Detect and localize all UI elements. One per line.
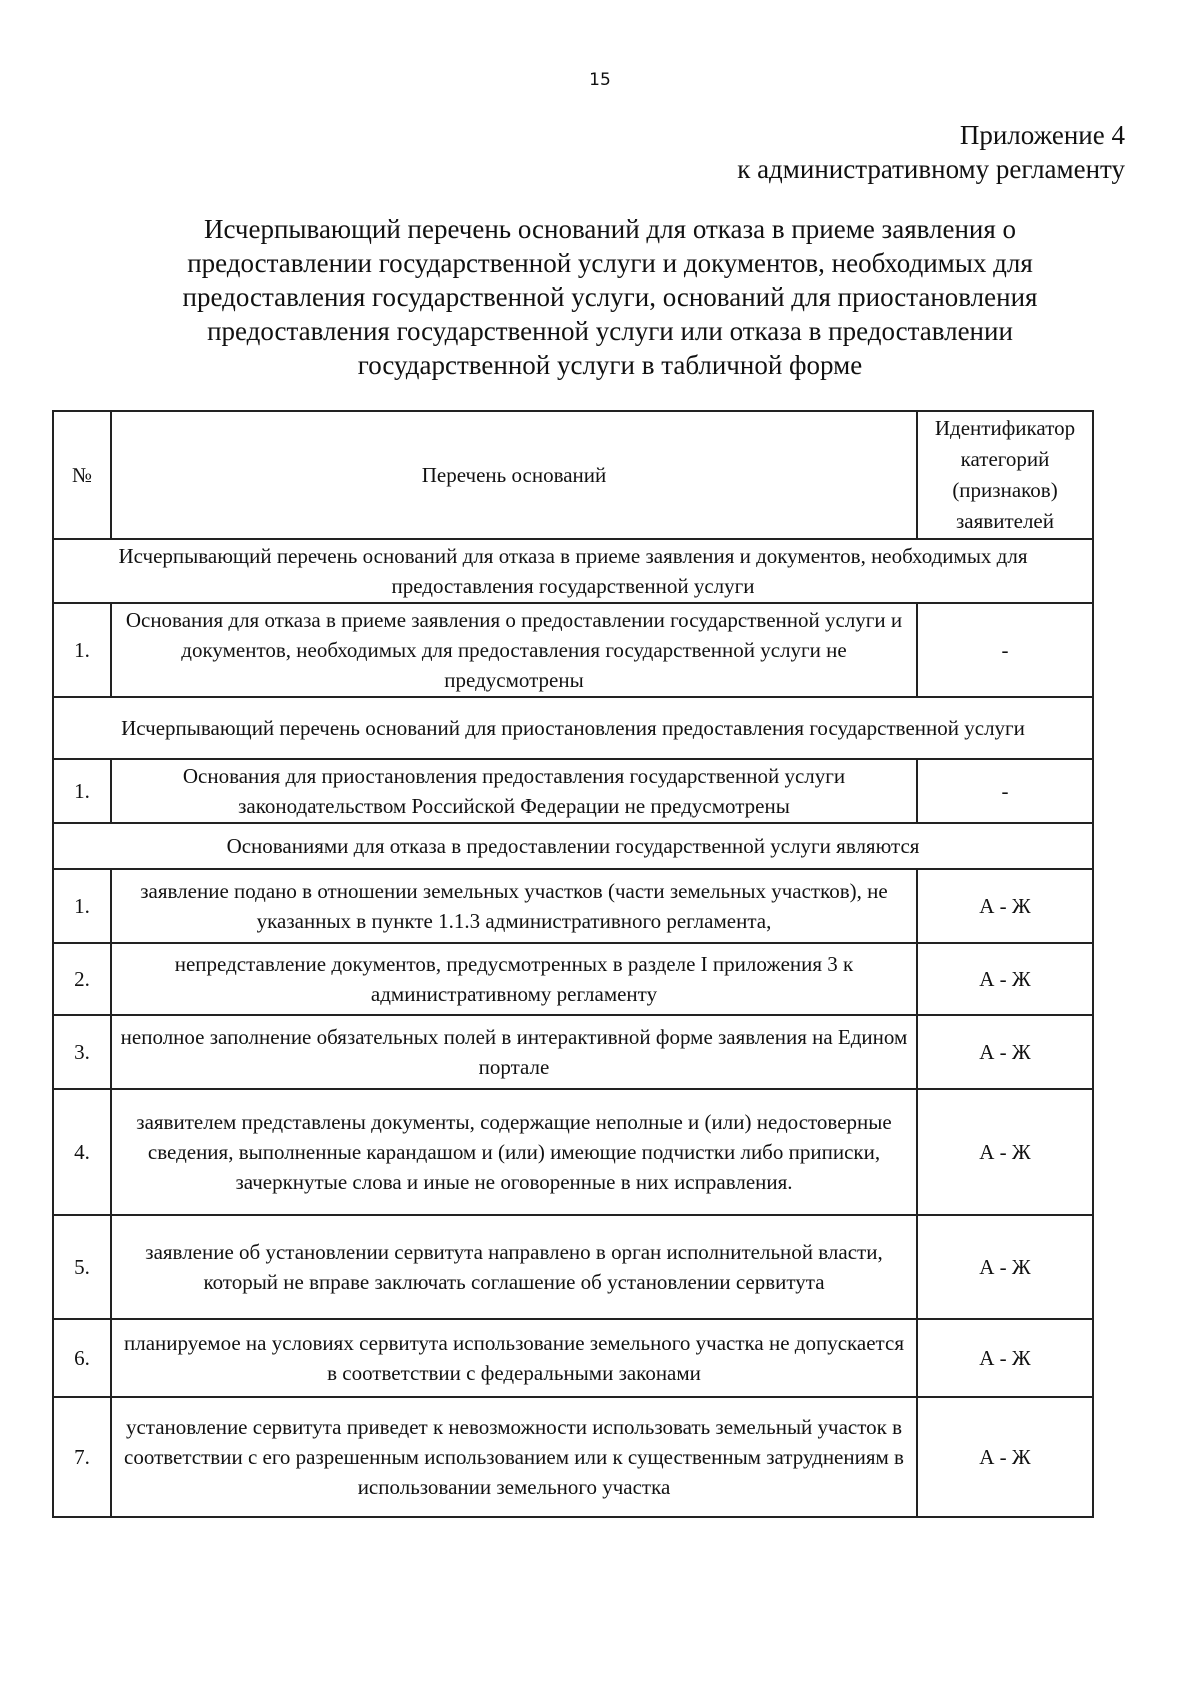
table-row bbox=[53, 1015, 1093, 1089]
row-text: Основания для отказа в приеме заявления о предоставлении государственной услуги и документов, необходимых для предоставления государственной услуги не предусмотрены bbox=[111, 603, 917, 697]
row-text: заявителем представлены документы, содержащие неполные и (или) недостоверные сведения, выполненные карандашом и (или) имеющие подчистки либо приписки, зачеркнутые слова и иные не оговоренные в них исправления. bbox=[111, 1089, 917, 1215]
row-identifier: А - Ж bbox=[917, 869, 1093, 943]
row-num: 6. bbox=[53, 1319, 111, 1397]
row-num: 2. bbox=[53, 943, 111, 1015]
document-title: Исчерпывающий перечень оснований для отказа в приеме заявления о предоставлении государственной услуги и документов, необходимых для предоставления государственной услуги, оснований для приостановления предоставления государственной услуги или отказа в предоставлении государственной услуги в табличной форме bbox=[182, 214, 1038, 380]
table-row bbox=[53, 943, 1093, 1015]
row-num: 5. bbox=[53, 1215, 111, 1319]
row-num: 7. bbox=[53, 1397, 111, 1517]
row-num: 1. bbox=[53, 869, 111, 943]
row-identifier: А - Ж bbox=[917, 1397, 1093, 1517]
row-num: 4. bbox=[53, 1089, 111, 1215]
table-row bbox=[53, 1089, 1093, 1215]
row-num: 1. bbox=[53, 759, 111, 823]
row-identifier: - bbox=[917, 759, 1093, 823]
reasons-table bbox=[52, 410, 1094, 1518]
table-row bbox=[53, 759, 1093, 823]
table-row bbox=[53, 603, 1093, 697]
table-header-row bbox=[53, 411, 1093, 539]
section-header-refusal-acceptance bbox=[53, 539, 1093, 603]
row-text: непредставление документов, предусмотренных в разделе I приложения 3 к административному регламенту bbox=[111, 943, 917, 1015]
row-identifier: - bbox=[917, 603, 1093, 697]
page-number: 15 bbox=[589, 70, 611, 90]
section-title: Исчерпывающий перечень оснований для приостановления предоставления государственной услуги bbox=[53, 697, 1093, 759]
table-row bbox=[53, 1215, 1093, 1319]
row-num: 3. bbox=[53, 1015, 111, 1089]
header-identifier: Идентификатор категорий (признаков) заявителей bbox=[917, 411, 1093, 539]
appendix-reference: к административному регламенту bbox=[737, 154, 1125, 184]
row-identifier: А - Ж bbox=[917, 1215, 1093, 1319]
section-title: Исчерпывающий перечень оснований для отказа в приеме заявления и документов, необходимых для предоставления государственной услуги bbox=[53, 539, 1093, 603]
header-reasons: Перечень оснований bbox=[111, 411, 917, 539]
row-text: заявление об установлении сервитута направлено в орган исполнительной власти, который не вправе заключать соглашение об установлении сервитута bbox=[111, 1215, 917, 1319]
appendix-header bbox=[737, 118, 1125, 186]
row-text: Основания для приостановления предоставления государственной услуги законодательством Российской Федерации не предусмотрены bbox=[111, 759, 917, 823]
table-row bbox=[53, 1319, 1093, 1397]
row-identifier: А - Ж bbox=[917, 943, 1093, 1015]
row-text: неполное заполнение обязательных полей в интерактивной форме заявления на Едином портале bbox=[111, 1015, 917, 1089]
row-identifier: А - Ж bbox=[917, 1089, 1093, 1215]
header-num: № bbox=[53, 411, 111, 539]
appendix-number: Приложение 4 bbox=[959, 120, 1125, 150]
section-header-refusal-service bbox=[53, 823, 1093, 869]
table-row bbox=[53, 869, 1093, 943]
row-text: установление сервитута приведет к невозможности использовать земельный участок в соответствии с его разрешенным использованием или к существенным затруднениям в использовании земельного участка bbox=[111, 1397, 917, 1517]
row-identifier: А - Ж bbox=[917, 1015, 1093, 1089]
row-num: 1. bbox=[53, 603, 111, 697]
row-identifier: А - Ж bbox=[917, 1319, 1093, 1397]
row-text: планируемое на условиях сервитута использование земельного участка не допускается в соответствии с федеральными законами bbox=[111, 1319, 917, 1397]
section-header-suspension bbox=[53, 697, 1093, 759]
row-text: заявление подано в отношении земельных участков (части земельных участков), не указанных в пункте 1.1.3 административного регламента, bbox=[111, 869, 917, 943]
section-title: Основаниями для отказа в предоставлении государственной услуги являются bbox=[53, 823, 1093, 869]
table-row bbox=[53, 1397, 1093, 1517]
